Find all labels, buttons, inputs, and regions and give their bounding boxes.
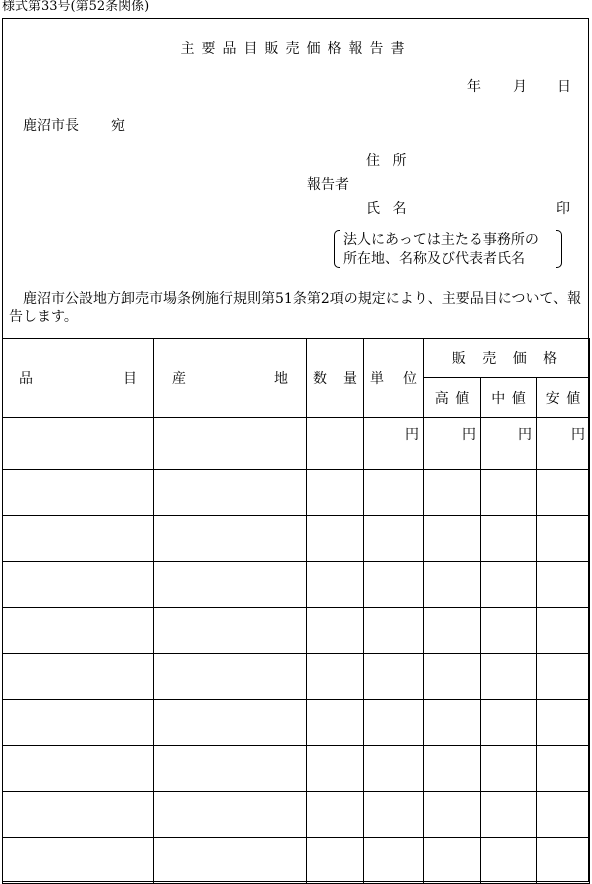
low-price-cell[interactable] (537, 792, 590, 838)
quantity-cell[interactable] (307, 838, 364, 884)
name-label: 氏 名 (366, 201, 407, 217)
mid-price-cell[interactable]: 円 (481, 418, 537, 470)
unit-cell[interactable] (364, 838, 424, 884)
addressee-suffix: 宛 (111, 118, 125, 134)
header-high-price: 高 値 (424, 378, 481, 418)
item-cell[interactable] (3, 746, 154, 792)
quantity-cell[interactable] (307, 418, 364, 470)
item-cell[interactable] (3, 838, 154, 884)
bracket-left (334, 230, 340, 268)
low-price-cell[interactable] (537, 838, 590, 884)
header-origin-char1: 産 (172, 371, 186, 387)
header-quantity-char1: 数 (313, 371, 327, 387)
high-price-cell[interactable] (424, 700, 481, 746)
unit-cell[interactable] (364, 562, 424, 608)
quantity-cell[interactable] (307, 516, 364, 562)
mid-price-cell[interactable] (481, 838, 537, 884)
form-title: 主要品目販売価格報告書 (180, 41, 412, 57)
quantity-cell[interactable] (307, 746, 364, 792)
item-cell[interactable] (3, 654, 154, 700)
date-year-label: 年 (467, 79, 481, 95)
item-cell[interactable] (3, 792, 154, 838)
low-price-cell[interactable]: 円 (537, 418, 590, 470)
table-row (3, 746, 590, 792)
header-quantity-char2: 量 (343, 371, 357, 387)
price-report-table (2, 338, 590, 884)
high-price-cell[interactable] (424, 654, 481, 700)
item-cell[interactable] (3, 562, 154, 608)
header-item (3, 339, 154, 418)
corporate-note-line1: 法人にあっては主たる事務所の (343, 232, 539, 248)
high-price-cell[interactable] (424, 562, 481, 608)
table-row (3, 608, 590, 654)
table-row (3, 700, 590, 746)
seal-mark: 印 (556, 201, 570, 217)
unit-cell[interactable] (364, 470, 424, 516)
header-origin-char2: 地 (274, 371, 288, 387)
origin-cell[interactable] (154, 746, 307, 792)
low-price-cell[interactable] (537, 562, 590, 608)
mid-price-cell[interactable] (481, 470, 537, 516)
table-row (3, 470, 590, 516)
quantity-cell[interactable] (307, 562, 364, 608)
item-cell[interactable] (3, 418, 154, 470)
mid-price-cell[interactable] (481, 562, 537, 608)
low-price-cell[interactable] (537, 516, 590, 562)
unit-cell[interactable] (364, 608, 424, 654)
header-low-price: 安 値 (537, 378, 590, 418)
quantity-cell[interactable] (307, 470, 364, 516)
item-cell[interactable] (3, 470, 154, 516)
table-row (3, 418, 590, 470)
header-mid-price: 中 値 (481, 378, 537, 418)
high-price-cell[interactable]: 円 (424, 418, 481, 470)
origin-cell[interactable] (154, 838, 307, 884)
header-item-char1: 品 (19, 371, 33, 387)
reporter-label: 報告者 (307, 177, 349, 193)
mid-price-cell[interactable] (481, 654, 537, 700)
origin-cell[interactable] (154, 654, 307, 700)
quantity-cell[interactable] (307, 654, 364, 700)
corporate-note-line2: 所在地、名称及び代表者氏名 (343, 251, 525, 267)
unit-cell[interactable] (364, 700, 424, 746)
header-unit-char2: 位 (403, 371, 417, 387)
item-cell[interactable] (3, 700, 154, 746)
origin-cell[interactable] (154, 608, 307, 654)
header-origin (154, 339, 307, 418)
address-label: 住 所 (366, 153, 407, 169)
corporate-note-bracket (334, 230, 562, 268)
origin-cell[interactable] (154, 418, 307, 470)
table-row (3, 838, 590, 884)
high-price-cell[interactable] (424, 516, 481, 562)
low-price-cell[interactable] (537, 700, 590, 746)
header-sales-price: 販 売 価 格 (424, 339, 590, 378)
date-month-label: 月 (513, 79, 527, 95)
table-row (3, 562, 590, 608)
mid-price-cell[interactable] (481, 608, 537, 654)
origin-cell[interactable] (154, 470, 307, 516)
origin-cell[interactable] (154, 792, 307, 838)
origin-cell[interactable] (154, 516, 307, 562)
table-row (3, 516, 590, 562)
high-price-cell[interactable] (424, 838, 481, 884)
origin-cell[interactable] (154, 700, 307, 746)
low-price-cell[interactable] (537, 470, 590, 516)
mid-price-cell[interactable] (481, 516, 537, 562)
origin-cell[interactable] (154, 562, 307, 608)
high-price-cell[interactable] (424, 746, 481, 792)
header-unit (364, 339, 424, 418)
mid-price-cell[interactable] (481, 792, 537, 838)
mid-price-cell[interactable] (481, 700, 537, 746)
low-price-cell[interactable] (537, 608, 590, 654)
header-item-char2: 目 (123, 371, 137, 387)
report-body-text: 鹿沼市公設地方卸売市場条例施行規則第51条第2項の規定により、主要品目について、報告します。 (9, 291, 582, 325)
unit-cell[interactable] (364, 792, 424, 838)
date-day-label: 日 (557, 79, 571, 95)
header-quantity (307, 339, 364, 418)
quantity-cell[interactable] (307, 792, 364, 838)
low-price-cell[interactable] (537, 654, 590, 700)
form-number-label: 様式第33号(第52条関係) (2, 0, 150, 14)
mid-price-cell[interactable] (481, 746, 537, 792)
high-price-cell[interactable] (424, 470, 481, 516)
header-unit-char1: 単 (370, 371, 384, 387)
unit-cell[interactable] (364, 516, 424, 562)
unit-cell[interactable]: 円 (364, 418, 424, 470)
addressee-name: 鹿沼市長 (23, 118, 79, 134)
bracket-right (556, 230, 562, 268)
table-row (3, 792, 590, 838)
quantity-cell[interactable] (307, 608, 364, 654)
low-price-cell[interactable] (537, 746, 590, 792)
high-price-cell[interactable] (424, 608, 481, 654)
item-cell[interactable] (3, 516, 154, 562)
quantity-cell[interactable] (307, 700, 364, 746)
table-row (3, 654, 590, 700)
high-price-cell[interactable] (424, 792, 481, 838)
unit-cell[interactable] (364, 746, 424, 792)
item-cell[interactable] (3, 608, 154, 654)
unit-cell[interactable] (364, 654, 424, 700)
